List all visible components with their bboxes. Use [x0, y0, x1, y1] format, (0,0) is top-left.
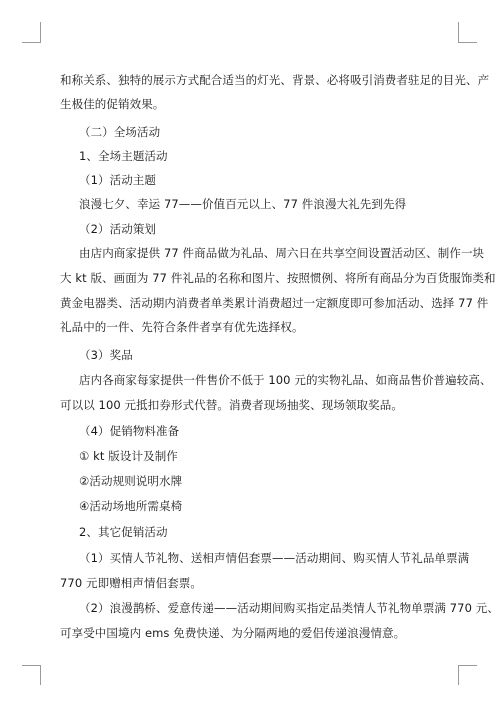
- subsection-heading: 1、全场主题活动: [79, 149, 168, 163]
- crop-mark-top-left-vertical: [40, 22, 41, 42]
- crop-mark-bottom-right-vertical: [458, 665, 459, 685]
- body-line: 礼品中的一件、先符合条件者享有优先选择权。: [60, 320, 304, 334]
- item-heading: （1）活动主题: [79, 173, 157, 187]
- list-item: ① kt 版设计及制作: [79, 449, 178, 463]
- body-line: 生极佳的促销效果。: [60, 97, 165, 111]
- body-line: 大 kt 版、画面为 77 件礼品的名称和图片、按照惯例、将所有商品分为百货服饰类和: [60, 271, 496, 285]
- body-line: 和称关系、独特的展示方式配合适当的灯光、背景、必将吸引消费者驻足的目光、产: [60, 73, 490, 87]
- crop-mark-bottom-left-vertical: [40, 665, 41, 685]
- body-line: 浪漫七夕、幸运 77——价值百元以上、77 件浪漫大礼先到先得: [79, 197, 407, 211]
- list-item: ④活动场地所需桌椅: [79, 499, 183, 513]
- crop-mark-top-left-horizontal: [22, 42, 41, 43]
- item-heading: （2）活动策划: [79, 222, 157, 236]
- body-line: （1）买情人节礼物、送相声情侣套票——活动期间、购买情人节礼品单票满: [79, 551, 470, 565]
- body-line: 可享受中国境内 ems 免费快递、为分隔两地的爱侣传递浪漫情意。: [60, 626, 406, 640]
- item-heading: （3）奖品: [79, 348, 133, 362]
- body-line: 可以以 100 元抵扣券形式代替。消费者现场抽奖、现场领取奖品。: [60, 398, 403, 412]
- body-line: 店内各商家每家提供一件售价不低于 100 元的实物礼品、如商品售价普遍较高、: [79, 373, 492, 387]
- crop-mark-bottom-left-horizontal: [22, 665, 41, 666]
- crop-mark-top-right-vertical: [458, 22, 459, 42]
- section-heading: （二）全场活动: [79, 125, 161, 139]
- list-item: ②活动规则说明水牌: [79, 474, 183, 488]
- body-line: 770 元即赠相声情侣套票。: [60, 576, 203, 590]
- body-line: 黄金电器类、活动期内消费者单类累计消费超过一定额度即可参加活动、选择 77 件: [60, 296, 489, 310]
- body-line: 由店内商家提供 77 件商品做为礼品、周六日在共享空间设置活动区、制作一块: [79, 246, 485, 260]
- crop-mark-bottom-right-horizontal: [458, 665, 477, 666]
- crop-mark-top-right-horizontal: [458, 42, 477, 43]
- subsection-heading: 2、其它促销活动: [79, 525, 168, 539]
- item-heading: （4）促销物料准备: [79, 424, 180, 438]
- body-line: （2）浪漫鹊桥、爱意传递——活动期间购买指定品类情人节礼物单票满 770 元、: [79, 601, 499, 615]
